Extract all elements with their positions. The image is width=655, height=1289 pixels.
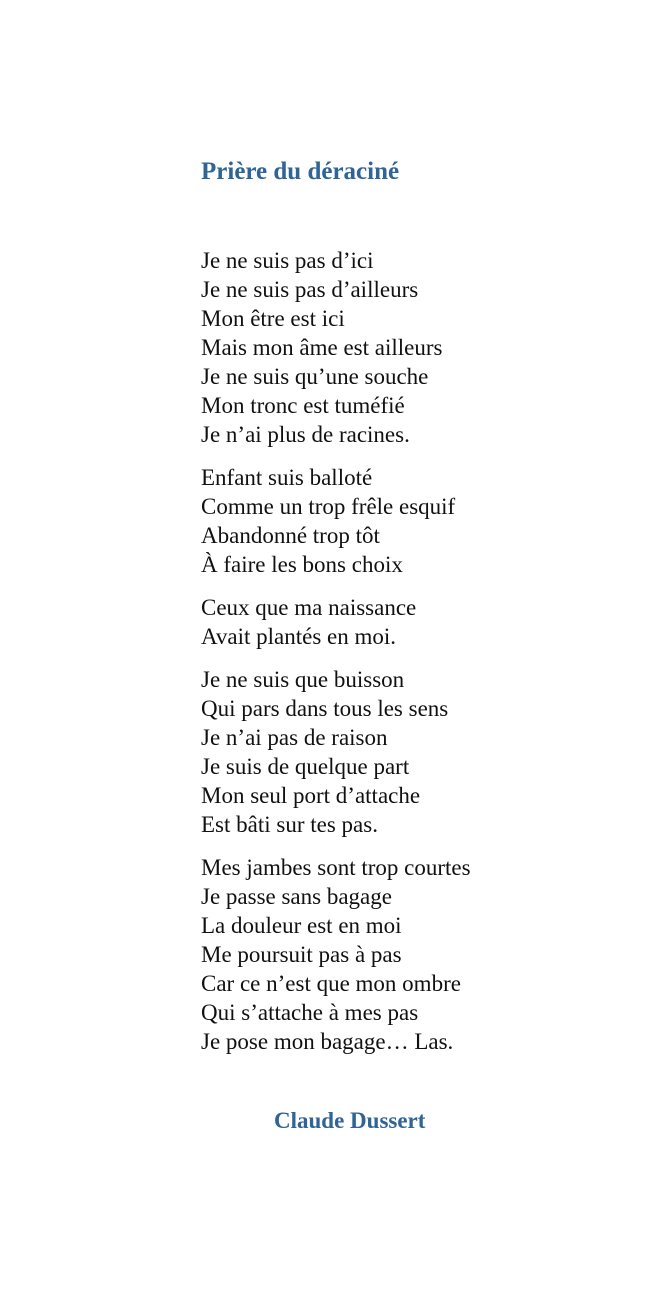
poem-line: Mes jambes sont trop courtes [201,855,471,880]
author-signature: Claude Dussert [274,1108,426,1133]
poem-line: Je suis de quelque part [201,754,410,779]
poem-line: Ceux que ma naissance [201,595,417,620]
stanza-1 [201,246,621,449]
poem-title: Prière du déraciné [201,158,400,185]
stanza-4 [201,665,621,839]
poem-line: Je ne suis qu’une souche [201,364,429,389]
poem-line: Avait plantés en moi. [201,624,397,649]
poem-line: Mais mon âme est ailleurs [201,335,443,360]
poem-line: Je pose mon bagage… Las. [201,1029,454,1054]
poem-line: Je n’ai plus de racines. [201,422,410,447]
poem-body [201,246,621,1070]
poem-line: Je passe sans bagage [201,884,392,909]
poem-line: La douleur est en moi [201,913,402,938]
poem-line: Qui pars dans tous les sens [201,696,449,721]
poem-line: Je n’ai pas de raison [201,725,388,750]
stanza-2 [201,463,621,579]
poem-line: Car ce n’est que mon ombre [201,971,461,996]
poem-line: Mon être est ici [201,306,345,331]
poem-line: Comme un trop frêle esquif [201,494,456,519]
poem-line: Mon seul port d’attache [201,783,421,808]
stanza-3 [201,593,621,651]
poem-line: Me poursuit pas à pas [201,942,402,967]
poem-line: Qui s’attache à mes pas [201,1000,419,1025]
poem-line: Est bâti sur tes pas. [201,812,378,837]
poem-line: Je ne suis pas d’ailleurs [201,277,419,302]
poem-line: À faire les bons choix [201,552,403,577]
poem-line: Mon tronc est tuméfié [201,393,405,418]
poem-line: Je ne suis pas d’ici [201,248,374,273]
poem-line: Je ne suis que buisson [201,667,405,692]
poem-line: Abandonné trop tôt [201,523,380,548]
stanza-5 [201,853,621,1056]
poem-line: Enfant suis balloté [201,465,373,490]
